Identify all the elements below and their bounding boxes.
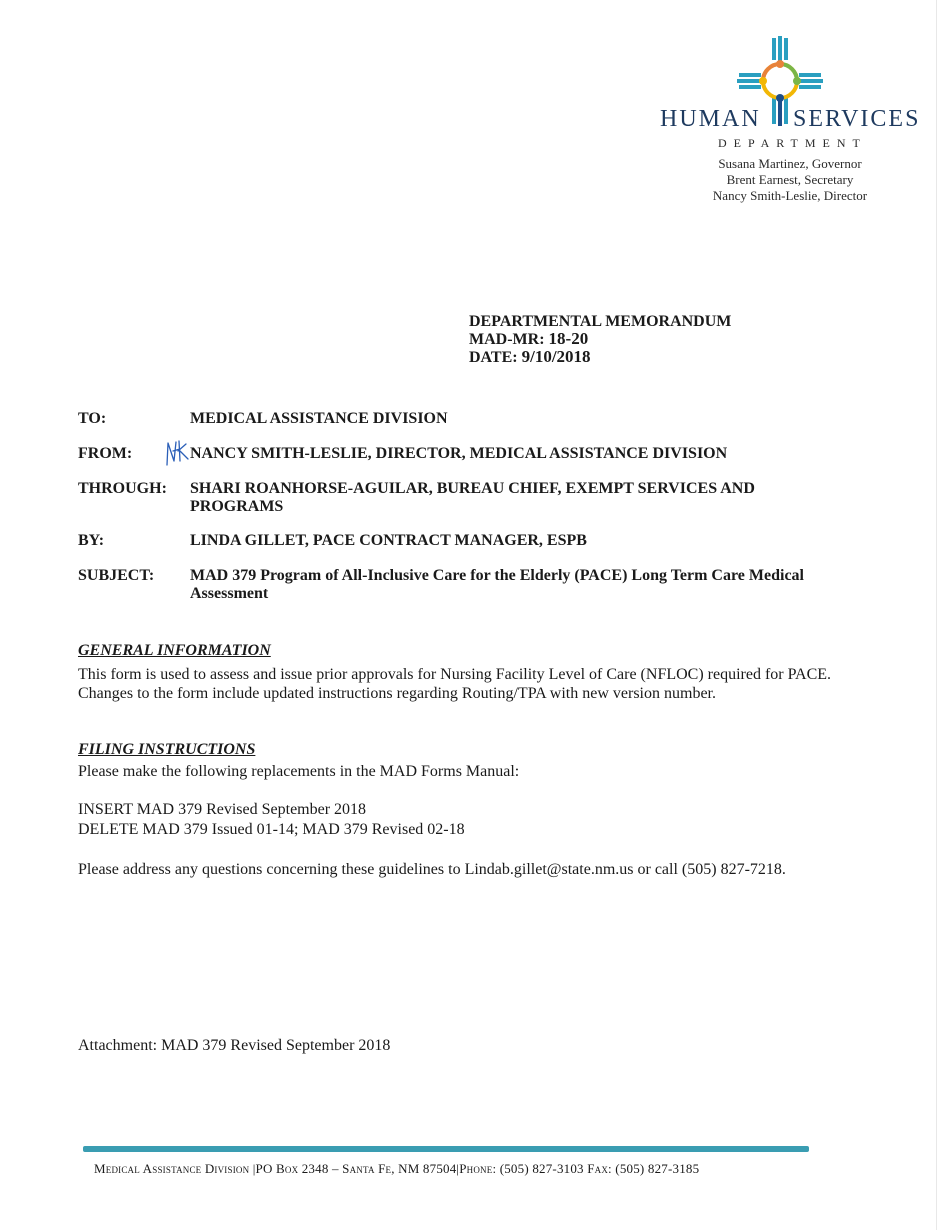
official-secretary: Brent Earnest, Secretary bbox=[726, 172, 854, 187]
footer-divider bbox=[83, 1146, 809, 1152]
memo-date: 9/10/2018 bbox=[521, 347, 591, 366]
attachment-line: Attachment: MAD 379 Revised September 2018 bbox=[78, 1037, 391, 1054]
by-value: LINDA GILLET, PACE CONTRACT MANAGER, ESPB bbox=[190, 532, 587, 549]
by-label: BY: bbox=[78, 532, 105, 549]
from-label: FROM: bbox=[78, 445, 133, 462]
memo-date-line bbox=[469, 348, 731, 366]
filing-instructions-heading: FILING INSTRUCTIONS bbox=[78, 741, 256, 758]
scan-edge-line bbox=[936, 0, 937, 1230]
memo-number: 18-20 bbox=[548, 329, 589, 348]
general-info-heading: GENERAL INFORMATION bbox=[78, 642, 271, 659]
subject-label: SUBJECT: bbox=[78, 567, 155, 584]
official-director: Nancy Smith-Leslie, Director bbox=[712, 188, 868, 203]
officials-list bbox=[690, 156, 890, 204]
to-label: TO: bbox=[78, 410, 107, 427]
memo-number-line bbox=[469, 330, 731, 348]
to-value: MEDICAL ASSISTANCE DIVISION bbox=[190, 410, 448, 427]
logo-word-human: HUMAN bbox=[660, 106, 761, 132]
through-label: THROUGH: bbox=[78, 480, 167, 497]
memo-number-label: MAD-MR: bbox=[469, 331, 545, 348]
general-info-text: This form is used to assess and issue prior approvals for Nursing Facility Level of Care (NFLOC) required for PACE. Changes to the form include updated instructions regarding Routing/TPA with new version number. bbox=[78, 666, 832, 702]
official-governor: Susana Martinez, Governor bbox=[718, 156, 862, 171]
filing-intro: Please make the following replacements in the MAD Forms Manual: bbox=[78, 763, 520, 780]
filing-delete: DELETE MAD 379 Issued 01-14; MAD 379 Revised 02-18 bbox=[78, 821, 465, 838]
footer-contact: Medical Assistance Division |PO Box 2348 – Santa Fe, NM 87504|Phone: (505) 827-3103 Fax: (505) 827-3185 bbox=[94, 1161, 700, 1176]
from-value: NANCY SMITH-LESLIE, DIRECTOR, MEDICAL ASSISTANCE DIVISION bbox=[190, 445, 728, 462]
through-value: SHARI ROANHORSE-AGUILAR, BUREAU CHIEF, EXEMPT SERVICES AND PROGRAMS bbox=[190, 480, 755, 515]
logo-department: DEPARTMENT bbox=[718, 136, 867, 150]
filing-insert: INSERT MAD 379 Revised September 2018 bbox=[78, 801, 367, 818]
handwritten-initials-icon bbox=[164, 439, 190, 469]
memo-type: DEPARTMENTAL MEMORANDUM bbox=[469, 313, 732, 330]
filing-questions: Please address any questions concerning these guidelines to Lindab.gillet@state.nm.us or call (505) 827-7218. bbox=[78, 861, 786, 878]
subject-value: MAD 379 Program of All-Inclusive Care for the Elderly (PACE) Long Term Care Medical Assessment bbox=[190, 567, 804, 602]
memo-header bbox=[469, 313, 731, 366]
memo-date-label: DATE: bbox=[469, 349, 518, 366]
logo-word-services: SERVICES bbox=[793, 106, 921, 132]
